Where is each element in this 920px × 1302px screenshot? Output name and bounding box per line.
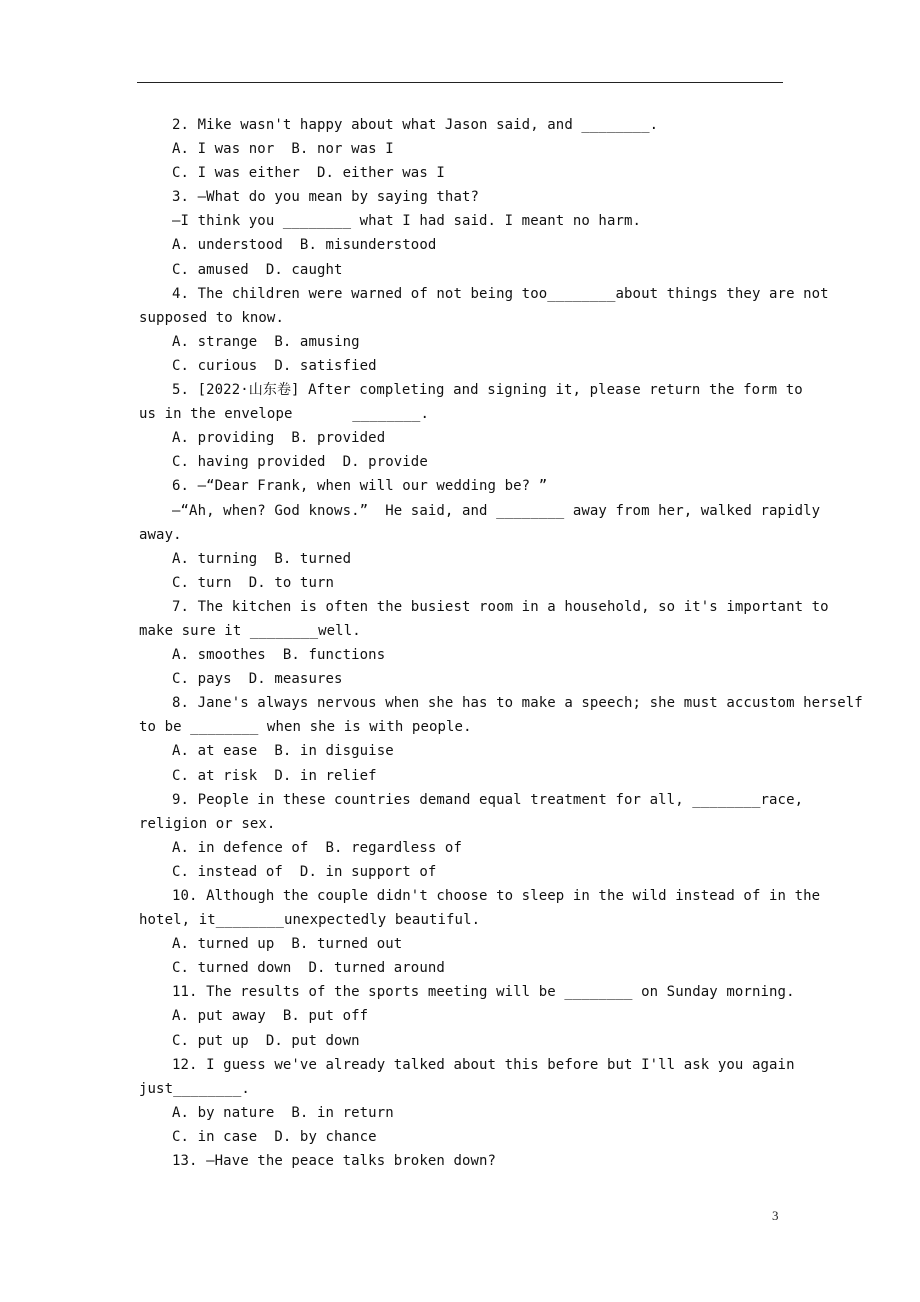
text-line: C. I was either D. either was I	[172, 165, 445, 182]
text-line: A. turned up B. turned out	[172, 936, 403, 953]
page-number: 3	[772, 1208, 779, 1223]
text-line: A. strange B. amusing	[172, 333, 360, 350]
text-line: religion or sex.	[139, 815, 276, 832]
text-line: A. understood B. misunderstood	[172, 237, 437, 254]
text-line: supposed to know.	[139, 309, 284, 326]
text-line: C. curious D. satisfied	[172, 357, 377, 374]
text-line: A. turning B. turned	[172, 550, 352, 567]
text-line: 9. People in these countries demand equal treatment for all, ________race,	[172, 791, 804, 808]
text-line: 12. I guess we've already talked about this before but I'll ask you again	[172, 1056, 795, 1073]
text-line: 3. —What do you mean by saying that?	[172, 189, 480, 206]
text-line: C. in case D. by chance	[172, 1128, 377, 1145]
text-line: 13. —Have the peace talks broken down?	[172, 1153, 497, 1170]
document-body	[139, 113, 863, 1173]
text-line: 2. Mike wasn't happy about what Jason said, and ________.	[172, 117, 659, 133]
text-line: A. in defence of B. regardless of	[172, 839, 462, 856]
text-line: C. turn D. to turn	[172, 574, 335, 591]
text-line: away.	[139, 526, 182, 543]
text-line: 10. Although the couple didn't choose to sleep in the wild instead of in the	[172, 888, 821, 904]
text-line: —I think you ________ what I had said. I meant no harm.	[172, 213, 642, 230]
text-line: just________.	[139, 1080, 250, 1097]
text-line: 7. The kitchen is often the busiest room in a household, so it's important to	[172, 598, 829, 615]
text-line: make sure it ________well.	[139, 622, 361, 639]
text-line: C. instead of D. in support of	[172, 863, 437, 880]
text-line: A. smoothes B. functions	[172, 647, 386, 664]
text-line: C. having provided D. provide	[172, 454, 428, 471]
text-line: A. providing B. provided	[172, 430, 386, 447]
text-line: A. put away B. put off	[172, 1008, 369, 1025]
text-line: A. I was nor B. nor was I	[172, 141, 394, 158]
text-line: C. put up D. put down	[172, 1032, 360, 1049]
text-line: A. at ease B. in disguise	[172, 743, 394, 760]
text-line: C. at risk D. in relief	[172, 767, 377, 784]
text-line: 5. [2022·山东卷] After completing and signing it, please return the form to	[172, 382, 803, 399]
text-line: C. turned down D. turned around	[172, 960, 445, 977]
text-line: C. amused D. caught	[172, 261, 343, 278]
text-line: —“Ah, when? God knows.” He said, and ________ away from her, walked rapidly	[172, 502, 821, 519]
text-line: us in the envelope ________.	[139, 406, 429, 423]
text-line: to be ________ when she is with people.	[139, 719, 472, 736]
text-line: 6. —“Dear Frank, when will our wedding be? ”	[172, 478, 548, 495]
text-line: 8. Jane's always nervous when she has to make a speech; she must accustom herself	[172, 695, 863, 712]
text-line: C. pays D. measures	[172, 671, 343, 688]
text-line: hotel, it________unexpectedly beautiful.	[139, 912, 481, 929]
header-rule	[137, 82, 783, 83]
text-line: A. by nature B. in return	[172, 1104, 394, 1121]
text-line: 4. The children were warned of not being too________about things they are not	[172, 285, 829, 302]
text-line: 11. The results of the sports meeting will be ________ on Sunday morning.	[172, 984, 795, 1001]
